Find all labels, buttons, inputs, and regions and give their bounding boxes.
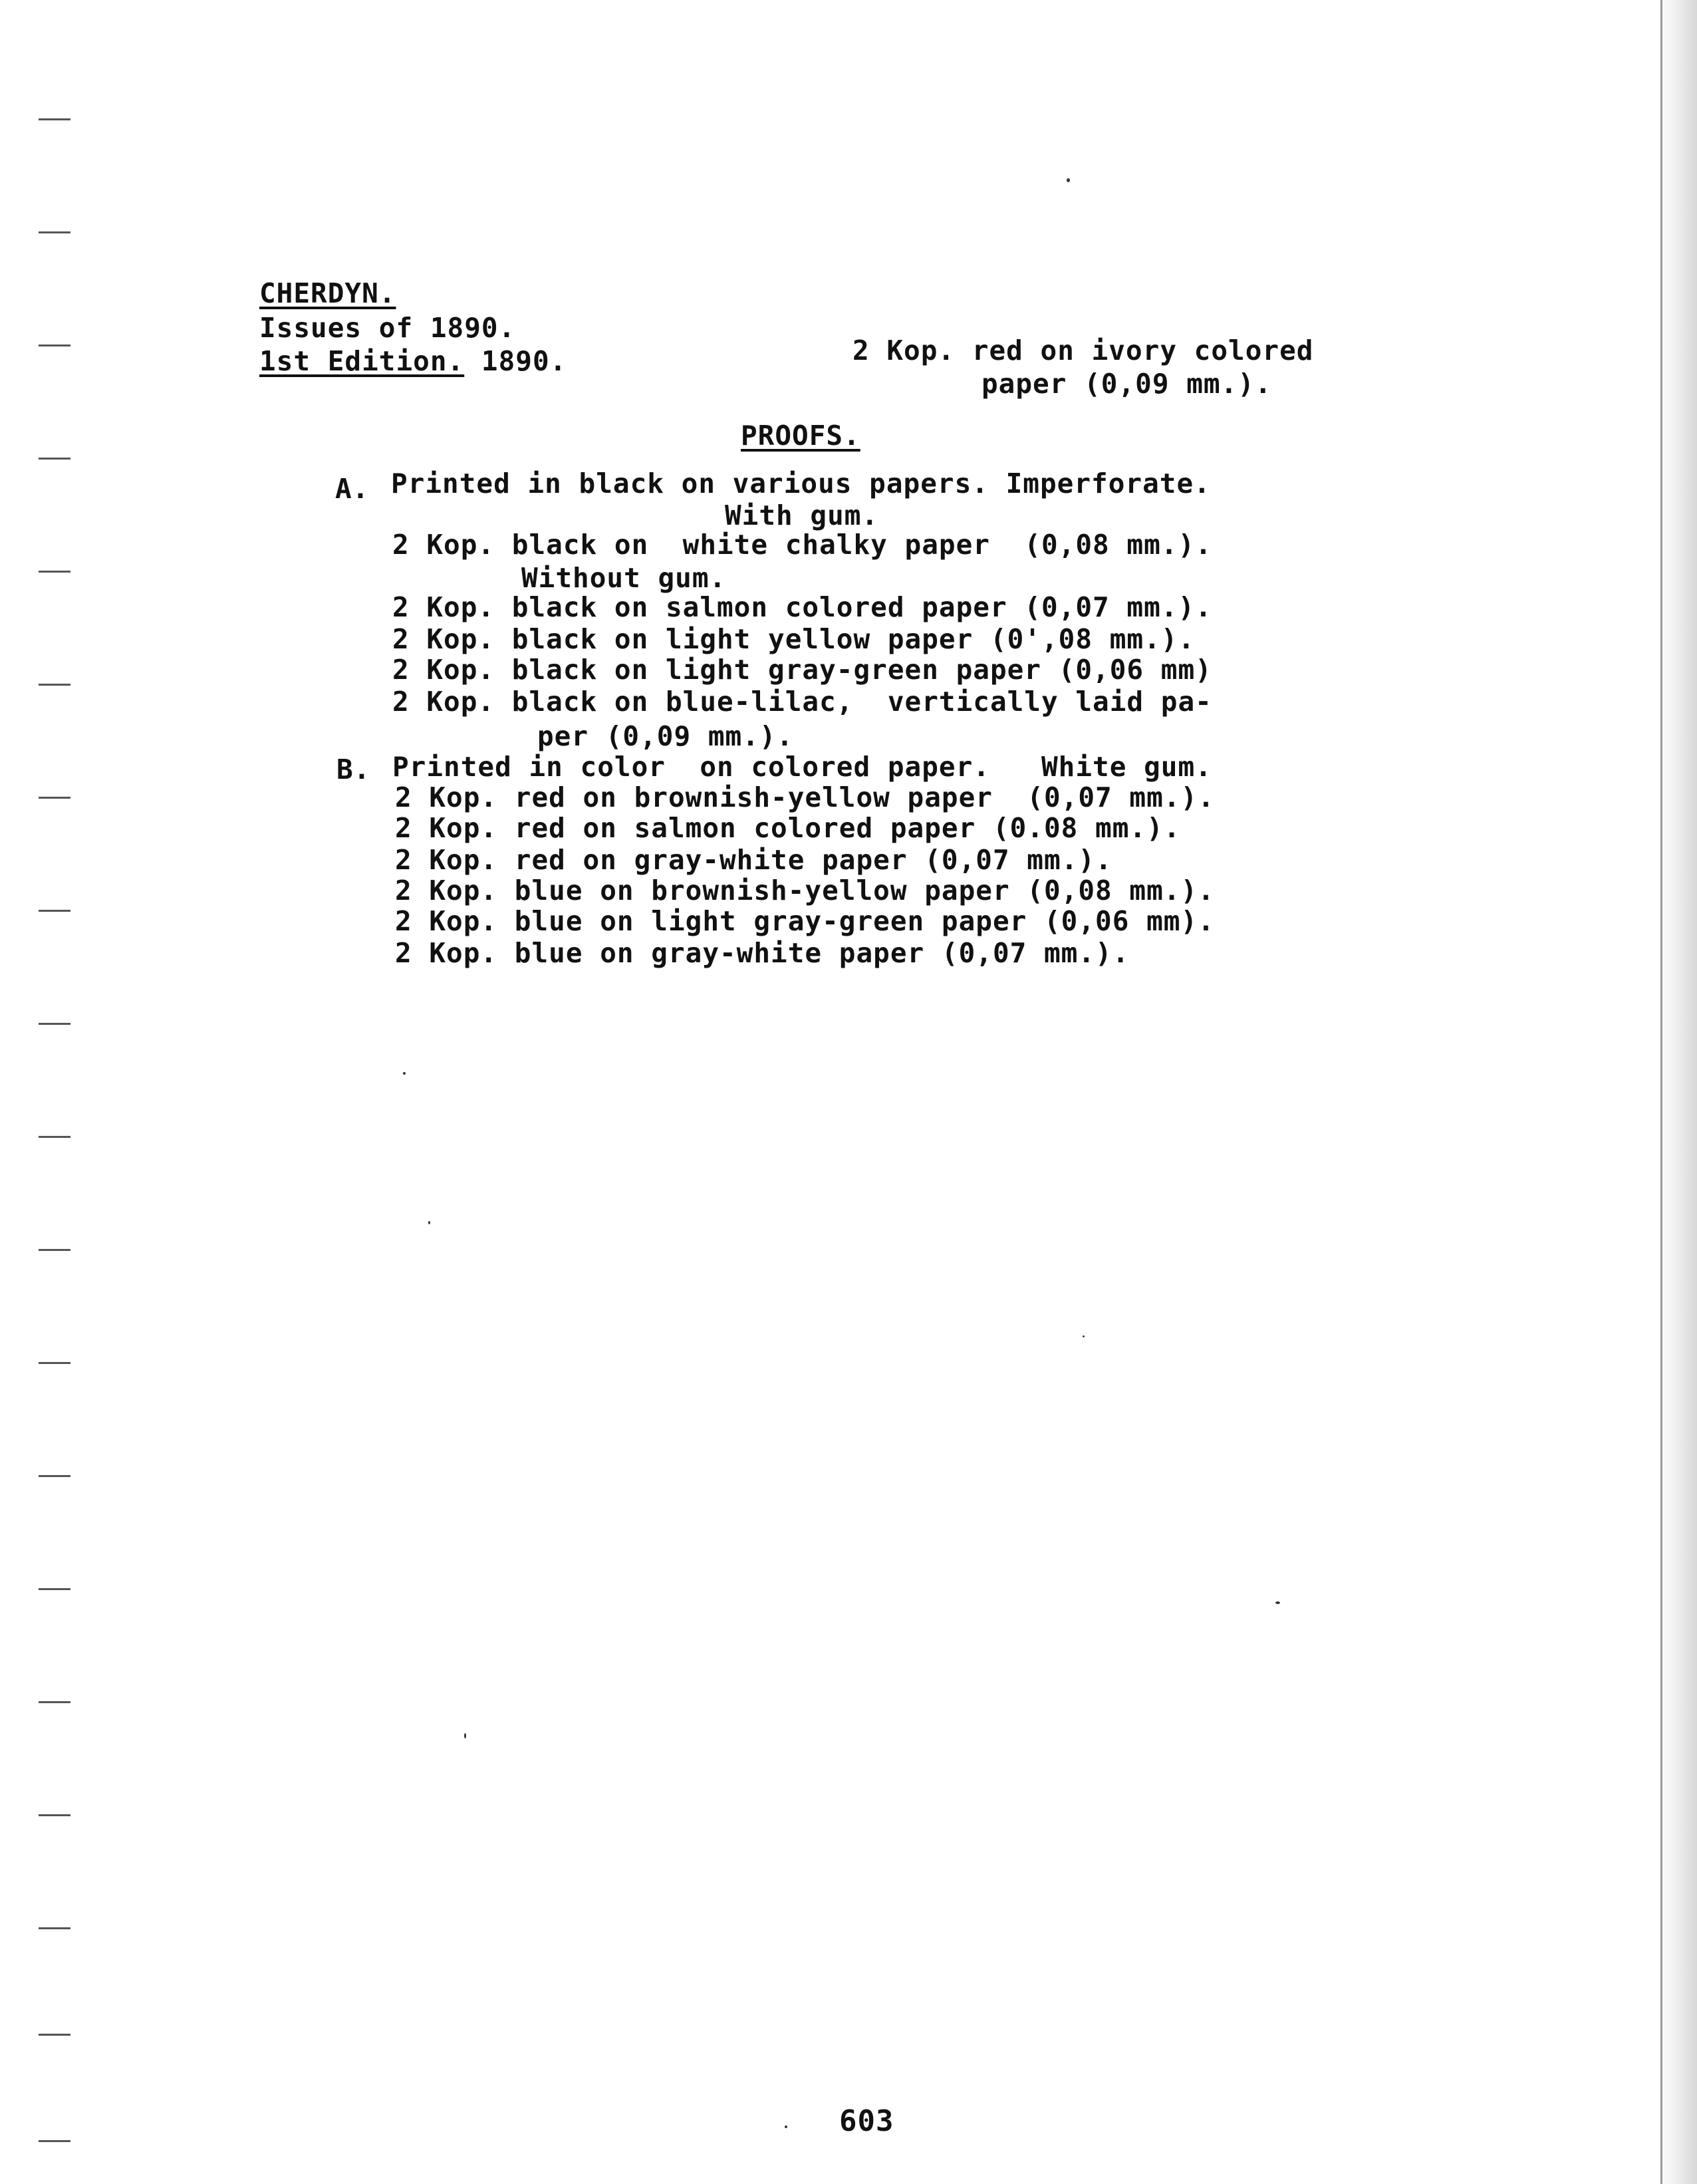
list-item: 2 Kop. blue on gray-white paper (0,07 mm.). <box>395 937 1130 969</box>
binding-mark <box>39 1136 70 1138</box>
list-item: 2 Kop. red on gray-white paper (0,07 mm.). <box>395 844 1112 876</box>
binding-mark <box>39 2034 70 2036</box>
scan-speck <box>403 1072 406 1075</box>
with-gum-subheading: With gum. <box>725 499 879 531</box>
scan-speck <box>1275 1601 1280 1604</box>
list-item: 2 Kop. black on white chalky paper (0,08 mm.). <box>392 529 1212 561</box>
binding-mark <box>39 1249 70 1251</box>
section-a-marker: A. <box>335 473 370 505</box>
issues-line: Issues of 1890. <box>259 312 516 344</box>
stamp-description-line2: paper (0,09 mm.). <box>981 368 1272 400</box>
scan-speck <box>464 1733 466 1738</box>
binding-mark <box>39 344 70 346</box>
list-item: 2 Kop. black on light gray-green paper (0,06 mm) <box>392 654 1212 686</box>
list-item: 2 Kop. red on brownish-yellow paper (0,07 mm.). <box>395 781 1215 813</box>
without-gum-subheading: Without gum. <box>521 562 727 594</box>
binding-mark <box>39 910 70 912</box>
page-edge-line <box>1660 0 1662 2184</box>
binding-mark <box>39 1814 70 1816</box>
binding-mark <box>39 684 70 686</box>
section-b-marker: B. <box>336 753 371 785</box>
scan-speck <box>428 1221 430 1224</box>
list-item: 2 Kop. blue on brownish-yellow paper (0,08 mm.). <box>395 875 1215 906</box>
edition-year: 1890. <box>481 345 567 377</box>
page-edge <box>1657 0 1697 2184</box>
binding-marks <box>39 0 78 2184</box>
binding-mark <box>39 458 70 460</box>
page-number: 603 <box>839 2104 894 2138</box>
binding-mark <box>39 1362 70 1364</box>
binding-mark <box>39 231 70 233</box>
binding-mark <box>39 118 70 120</box>
binding-mark <box>39 797 70 799</box>
section-b-title: Printed in color on colored paper. White gum. <box>392 751 1212 783</box>
binding-mark <box>39 1927 70 1929</box>
list-item-continuation: per (0,09 mm.). <box>537 720 794 752</box>
list-item: 2 Kop. red on salmon colored paper (0.08 mm.). <box>395 812 1181 844</box>
stamp-description-line1: 2 Kop. red on ivory colored <box>852 335 1314 366</box>
binding-mark <box>39 1701 70 1703</box>
edition-label: 1st Edition. <box>259 345 465 377</box>
binding-mark <box>39 1475 70 1477</box>
binding-mark <box>39 1023 70 1025</box>
proofs-heading: PROOFS. <box>741 420 860 452</box>
scan-speck <box>1067 178 1070 182</box>
list-item: 2 Kop. black on light yellow paper (0',08 mm.). <box>392 623 1196 655</box>
list-item: 2 Kop. black on blue-lilac, vertically laid pa- <box>392 686 1212 718</box>
binding-mark <box>39 1588 70 1590</box>
edition-line <box>259 346 567 377</box>
place-heading: CHERDYN. <box>259 277 396 309</box>
scan-speck <box>785 2125 787 2128</box>
scan-speck <box>1083 1335 1085 1337</box>
binding-mark <box>39 571 70 573</box>
list-item: 2 Kop. black on salmon colored paper (0,07 mm.). <box>392 591 1212 623</box>
section-a-title: Printed in black on various papers. Imperforate. <box>391 468 1211 499</box>
binding-mark <box>39 2140 70 2142</box>
list-item: 2 Kop. blue on light gray-green paper (0,06 mm). <box>395 905 1215 937</box>
